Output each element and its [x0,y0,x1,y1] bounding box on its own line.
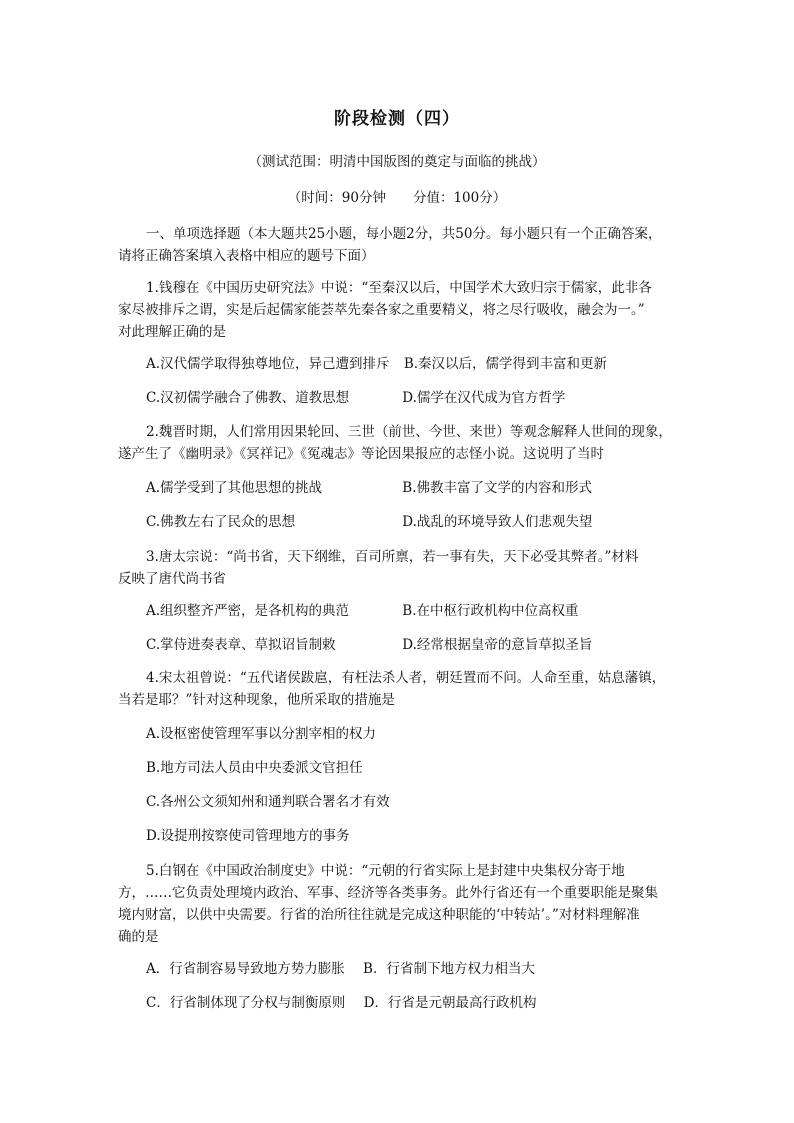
q1-options-row-1 [146,352,706,372]
q3-stem-line-2: 反映了唐代尚书省 [118,571,226,587]
q5-option-c: C．行省制体现了分权与制衡原则 [146,995,346,1011]
q1-stem-line-3: 对此理解正确的是 [118,324,226,340]
section-heading-line-1: 一、单项选择题（本大题共25小题，每小题2分，共50分。每小题只有一个正确答案， [146,226,662,242]
q3-option-c: C.掌侍进奏表章、草拟诏旨制敕 [146,637,336,653]
q3-option-d: D.经常根据皇帝的意旨草拟圣旨 [402,637,593,653]
q5-option-d: D．行省是元朝最高行政机构 [363,995,537,1011]
q1-options-row-2 [146,386,706,406]
q2-stem-line-2: 遂产生了《幽明录》《冥祥记》《冤魂志》等论因果报应的志怪小说。这说明了当时 [118,446,604,462]
q4-stem-line-1: 4.宋太祖曾说：“五代诸侯跋扈，有枉法杀人者，朝廷置而不问。人命至重，姑息藩镇， [146,670,666,686]
q5-options-row-2 [146,991,706,1011]
q3-option-b: B.在中枢行政机构中位高权重 [402,603,579,619]
q5-stem-line-1: 5.白钢在《中国政治制度史》中说：“元朝的行省实际上是封建中央集权分寄于地 [146,863,625,879]
q1-option-a: A.汉代儒学取得独尊地位，异己遭到排斥 [146,356,390,372]
q5-stem-line-3: 境内财富，以供中央需要。行省的治所往往就是完成这种职能的‘中转站’。”对材料理解准 [118,907,640,923]
page-title: 阶段检测（四） [334,109,460,129]
q1-stem-line-2: 家尽被排斥之谓，实是后起儒家能荟萃先秦各家之重要精义，将之尽行吸收，融会为一。” [118,302,645,318]
q1-stem-line-1: 1.钱穆在《中国历史研究法》中说：“至秦汉以后，中国学术大致归宗于儒家，此非各 [146,280,652,296]
q1-option-b: B.秦汉以后，儒学得到丰富和更新 [403,356,608,372]
q1-option-d: D.儒学在汉代成为官方哲学 [402,390,566,406]
q2-stem-line-1: 2.魏晋时期，人们常用因果轮回、三世（前世、今世、来世）等观念解释人世间的现象， [146,424,672,440]
q5-stem-line-2: 方，……它负责处理境内政治、军事、经济等各类事务。此外行省还有一个重要职能是聚集 [118,885,658,901]
q5-stem-line-4: 确的是 [118,929,159,945]
test-scope: （测试范围：明清中国版图的奠定与面临的挑战） [248,154,546,170]
q2-option-a: A.儒学受到了其他思想的挑战 [146,480,323,496]
q3-option-a: A.组织整齐严密，是各机构的典范 [146,603,350,619]
q2-option-c: C.佛教左右了民众的思想 [146,514,296,530]
time-score: （时间：90分钟 分值：100分） [287,190,507,206]
q4-option-b: B.地方司法人员由中央委派文官担任 [146,760,363,776]
section-heading-line-2: 请将正确答案填入表格中相应的题号下面） [118,248,375,264]
q4-option-d: D.设提刑按察使司管理地方的事务 [146,828,350,844]
q2-options-row-1 [146,476,706,496]
q2-option-d: D.战乱的环境导致人们悲观失望 [402,514,593,530]
q4-option-a: A.设枢密使管理军事以分割宰相的权力 [146,726,377,742]
q5-options-row-1 [146,957,706,977]
q3-options-row-1 [146,599,706,619]
q3-options-row-2 [146,633,706,653]
q4-option-c: C.各州公文须知州和通判联合署名才有效 [146,794,390,810]
q2-option-b: B.佛教丰富了文学的内容和形式 [402,480,593,496]
q5-option-a: A．行省制容易导致地方势力膨胀 [146,961,345,977]
q1-option-c: C.汉初儒学融合了佛教、道教思想 [146,390,350,406]
q3-stem-line-1: 3.唐太宗说：“尚书省，天下纲维，百司所禀，若一事有失，天下必受其弊者。”材料 [146,549,639,565]
q4-stem-line-2: 当若是耶？”针对这种现象，他所采取的措施是 [118,692,395,708]
q2-options-row-2 [146,510,706,530]
q5-option-b: B．行省制下地方权力相当大 [363,961,535,977]
